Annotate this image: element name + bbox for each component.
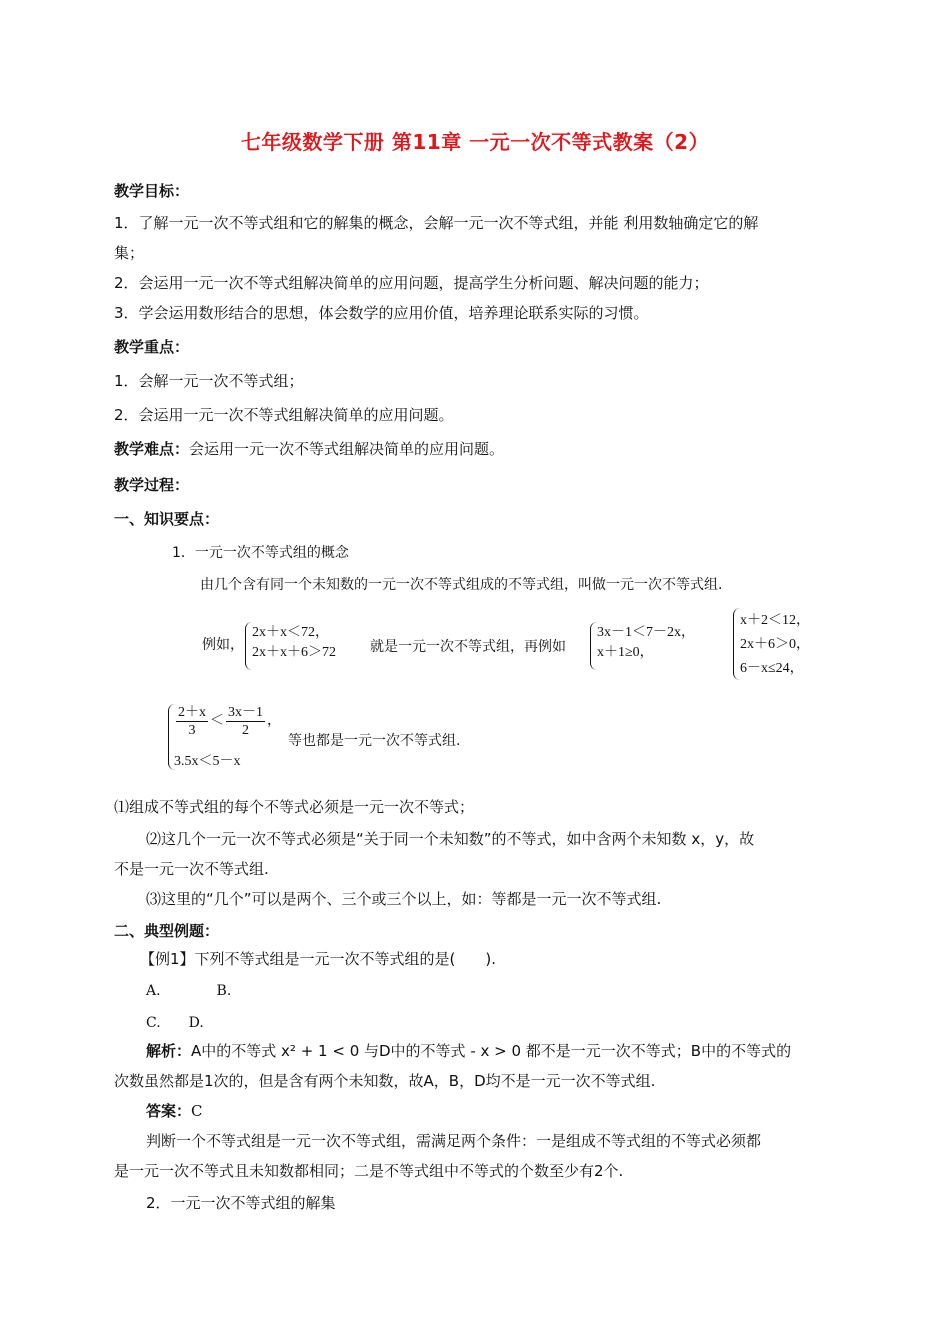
- process-heading: 教学过程：: [114, 476, 190, 494]
- note-2: ⑵这几个一元一次不等式必须是“关于同一个未知数”的不等式，如中含两个未知数 x，y，故: [146, 830, 755, 848]
- conclusion-line-2: 是一元一次不等式且未知数都相同；二是不等式组中不等式的个数至少有2个.: [114, 1162, 624, 1180]
- fraction-left-numerator: 2＋x: [178, 705, 206, 720]
- note-2-continued: 不是一元一次不等式组.: [114, 860, 269, 878]
- options-cd: C. D.: [146, 1015, 204, 1031]
- system-1-line: 2x＋x＜72，: [252, 625, 329, 640]
- objective-item: 1．了解一元一次不等式组和它的解集的概念，会解一元一次不等式组，并能 利用数轴确定它的解: [114, 214, 759, 232]
- mid-text: 就是一元一次不等式组，再例如: [370, 639, 566, 655]
- analysis-line-1: [146, 1040, 838, 1062]
- brace-system-1: [245, 622, 252, 670]
- options-ab: A. B.: [146, 983, 232, 999]
- analysis-line-2: 次数虽然都是1次的，但是含有两个未知数，故A，B，D均不是一元一次不等式组.: [114, 1072, 656, 1090]
- system-4-line-2: 3.5x＜5－x: [174, 754, 241, 769]
- fraction-right-denominator: 2: [242, 723, 249, 738]
- conclusion-line-1: 判断一个不等式组是一元一次不等式组，需满足两个条件：一是组成不等式组的不等式必须都: [146, 1132, 762, 1150]
- system-4-line-1: [174, 704, 281, 744]
- example-label: 例如，: [202, 637, 244, 653]
- example-1: 【例1】下列不等式组是一元一次不等式组的是( ).: [140, 950, 497, 968]
- concept-item-2: 2．一元一次不等式组的解集: [146, 1194, 336, 1212]
- system-3-line: 6－x≤24，: [740, 661, 804, 676]
- analysis-text: A中的不等式 x² + 1 < 0 与D中的不等式 - x > 0 都不是一元一次不等式；B中的不等式的: [191, 1042, 792, 1060]
- key-point-item: 1．会解一元一次不等式组；: [114, 372, 304, 390]
- key-points-heading: 教学重点：: [114, 338, 190, 356]
- system-4: [174, 704, 281, 772]
- section2-heading: 二、典型例题：: [114, 922, 220, 940]
- fraction-left-denominator: 3: [188, 723, 196, 738]
- note-3: ⑶这里的“几个”可以是两个、三个或三个以上，如：等都是一元一次不等式组.: [146, 890, 662, 908]
- objective-item: 3．学会运用数形结合的思想，体会数学的应用价值，培养理论联系实际的习惯。: [114, 304, 649, 322]
- objective-item: 2．会运用一元一次不等式组解决简单的应用问题，提高学生分析问题、解决问题的能力；: [114, 274, 709, 292]
- concept-item-1: 1．一元一次不等式组的概念: [172, 545, 349, 561]
- system-2-line: x＋1≥0，: [597, 645, 654, 660]
- system-1: [252, 623, 336, 663]
- brace-system-3: [733, 608, 740, 680]
- objectives-heading: 教学目标：: [114, 182, 190, 200]
- definition-text: 由几个含有同一个未知数的一元一次不等式组成的不等式组，叫做一元一次不等式组.: [200, 577, 723, 593]
- key-point-item: 2．会运用一元一次不等式组解决简单的应用问题。: [114, 406, 454, 424]
- document-title: 七年级数学下册 第11章 一元一次不等式教案（2）: [240, 130, 710, 154]
- difficulty-label: 教学难点：: [114, 440, 190, 458]
- system-3: [740, 609, 810, 681]
- system-3-line: 2x＋6＞0，: [740, 637, 810, 652]
- fraction-left: [176, 704, 208, 739]
- objective-item: 集；: [114, 244, 145, 262]
- fraction-right: [226, 704, 265, 739]
- system-3-line: x＋2＜12，: [740, 613, 810, 628]
- less-than-sign: ＜: [210, 713, 224, 729]
- section1-heading: 一、知识要点：: [114, 510, 220, 528]
- system-2-line: 3x－1＜7－2x，: [597, 625, 695, 640]
- brace-system-2: [590, 622, 597, 670]
- answer-label: 答案：: [146, 1102, 192, 1120]
- difficulty-text: 会运用一元一次不等式组解决简单的应用问题。: [189, 440, 505, 458]
- also-text: 等也都是一元一次不等式组.: [288, 733, 461, 749]
- difficulty-line: [114, 438, 838, 460]
- note-1: ⑴组成不等式组的每个不等式必须是一元一次不等式；: [114, 798, 475, 816]
- answer-line: [146, 1100, 870, 1122]
- system-4-comma: ，: [267, 713, 281, 729]
- system-1-line: 2x＋x＋6＞72: [252, 645, 336, 660]
- answer-value: C: [191, 1102, 203, 1120]
- analysis-label: 解析：: [146, 1042, 192, 1060]
- system-2: [597, 623, 695, 663]
- fraction-right-numerator: 3x－1: [228, 705, 263, 720]
